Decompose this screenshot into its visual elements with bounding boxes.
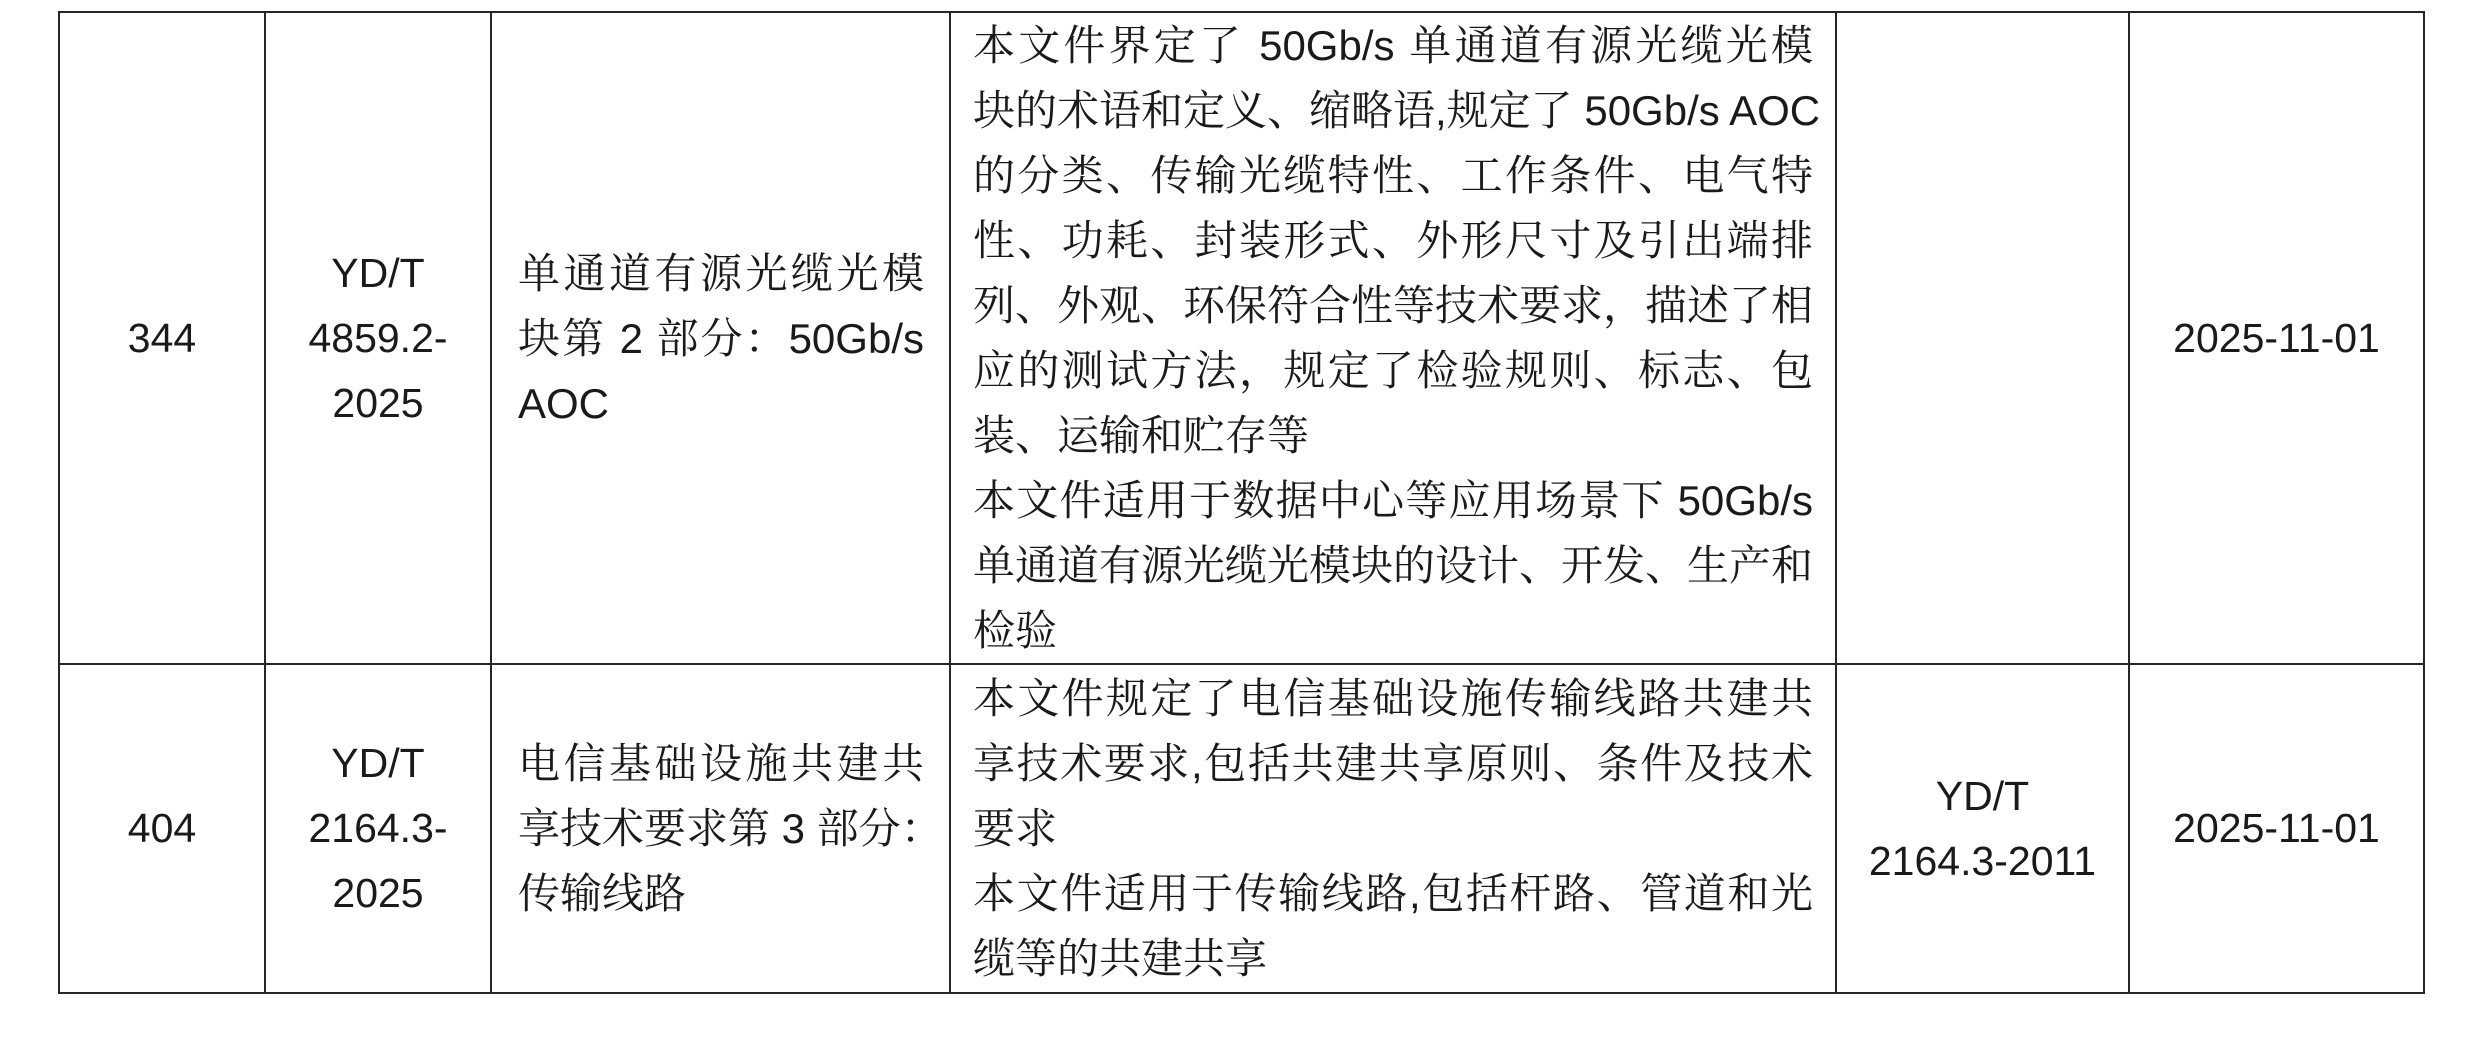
content-line: 块的术语和定义、缩略语,规定了 50Gb/s AOC (973, 87, 1821, 134)
standard-name-line: 传输线路 (518, 870, 687, 917)
content-paragraph (973, 468, 1813, 663)
content-line: 缆等的共建共享 (973, 935, 1268, 982)
content-line: 单通道有源光缆光模块的设计、开发、生产和 (973, 542, 1814, 589)
effective-date: 2025-11-01 (2173, 314, 2380, 361)
standard-name-cell (491, 664, 950, 993)
content-line: 的分类、传输光缆特性、工作条件、电气特 (973, 152, 1813, 199)
content-line: 性、功耗、封装形式、外形尺寸及引出端排 (973, 217, 1813, 264)
content-line: 本文件界定了 50Gb/s 单通道有源光缆光模 (973, 22, 1813, 69)
standard-name-cell (491, 12, 950, 664)
content-paragraph (973, 13, 1821, 468)
content-line: 本文件适用于传输线路,包括杆路、管道和光 (973, 870, 1813, 917)
standard-name-line: 电信基础设施共建共 (518, 740, 924, 787)
standard-number-line: 2025 (332, 379, 424, 426)
content-line: 列、外观、环保符合性等技术要求，描述了相 (973, 282, 1814, 329)
content-paragraph (973, 861, 1813, 991)
content-paragraph (973, 666, 1813, 861)
replaced-standard-line: 2164.3-2011 (1868, 837, 2097, 884)
content-cell (950, 664, 1836, 993)
replaced-standard-cell (1836, 664, 2129, 993)
standard-name-line: AOC (518, 379, 610, 427)
replaced-standard-cell (1836, 12, 2129, 664)
standard-name-line: 块第 2 部分：50Gb/s (518, 314, 924, 362)
standard-name-line: 享技术要求第 3 部分： (518, 805, 943, 852)
content-line: 装、运输和贮存等 (973, 412, 1310, 459)
serial-number-cell (59, 664, 265, 993)
standards-table (58, 11, 2425, 994)
content-cell (950, 12, 1836, 664)
content-line: 要求 (973, 805, 1058, 852)
serial-number-cell (59, 12, 265, 664)
effective-date-cell (2129, 664, 2424, 993)
content-line: 检验 (973, 607, 1058, 654)
replaced-standard-line: YD/T (1935, 772, 2030, 819)
serial-number: 404 (127, 805, 197, 851)
content-line: 享技术要求,包括共建共享原则、条件及技术 (973, 740, 1813, 787)
standard-number-cell (265, 12, 491, 664)
standard-number-line: 2164.3- (308, 805, 448, 851)
content-line: 本文件规定了电信基础设施传输线路共建共 (973, 675, 1813, 722)
standard-number-line: YD/T (331, 740, 425, 786)
effective-date: 2025-11-01 (2173, 805, 2380, 851)
standard-number-line: 4859.2- (308, 314, 448, 361)
content-line: 本文件适用于数据中心等应用场景下 50Gb/s (973, 477, 1813, 524)
standard-name-line: 单通道有源光缆光模 (518, 249, 924, 297)
content-line: 应的测试方法，规定了检验规则、标志、包 (973, 347, 1813, 394)
table-row (59, 664, 2424, 993)
serial-number: 344 (127, 314, 197, 361)
standard-number-cell (265, 664, 491, 993)
effective-date-cell (2129, 12, 2424, 664)
standard-number-line: 2025 (332, 870, 424, 916)
standard-number-line: YD/T (331, 249, 425, 296)
table-row (59, 12, 2424, 664)
